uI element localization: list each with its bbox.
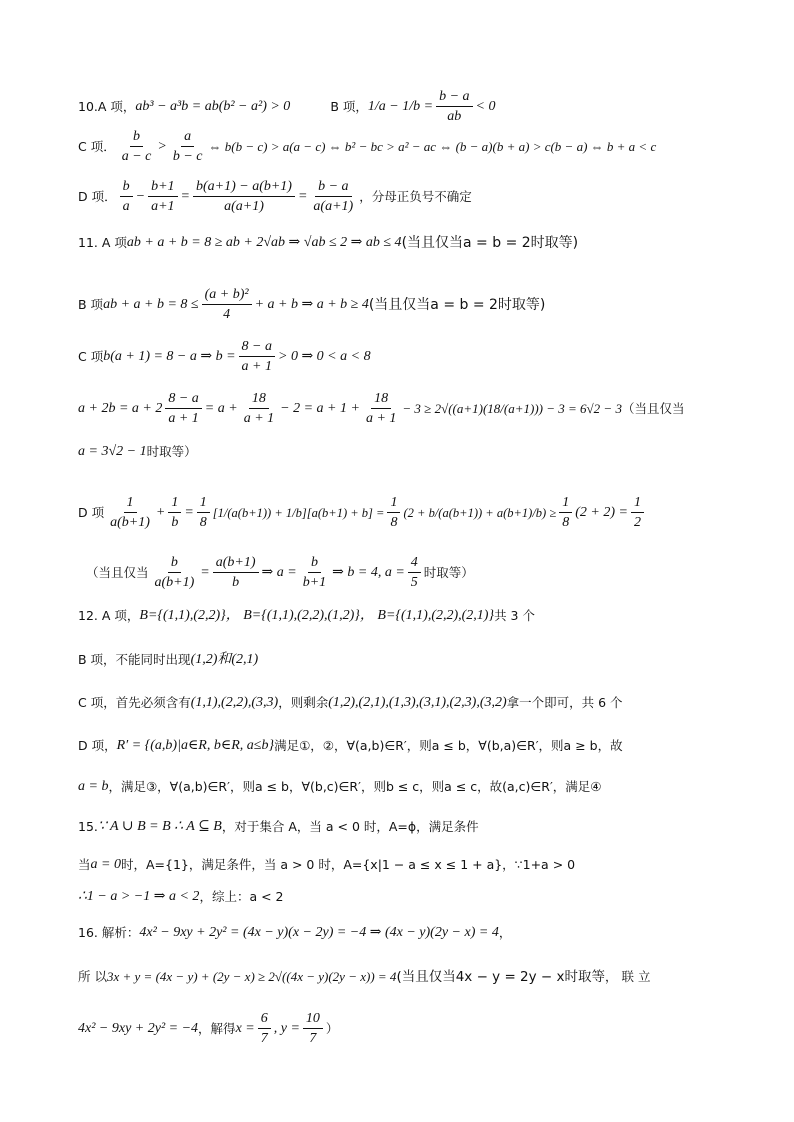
math: < 0 — [475, 98, 496, 114]
math: ∵ A ∪ B = B ∴ A ⊆ B — [97, 819, 222, 834]
text: ，满足③，∀(a,b)∈R′，则a ≤ b，∀(b,c)∈R′，则b ≤ c，则a ≤ c，故(a,c)∈R′，满足④ — [108, 779, 602, 794]
math: = — [184, 504, 194, 520]
math: ∴1 − a > −1 ⇒ a < 2 — [78, 889, 200, 904]
label: C 项，首先必须含有 — [78, 695, 191, 710]
fraction: $\frac{b}{a - c}$ — [121, 129, 152, 164]
line-15-2 — [78, 856, 754, 874]
text: ，解得 — [198, 1020, 236, 1036]
math: (1,1),(2,2),(3,3) — [190, 695, 279, 710]
math: 3x + y = (4x − y) + (2y − x) ≥ 2√((4x − y)(2y − x)) = 4 — [106, 969, 397, 984]
line-12a — [78, 607, 754, 625]
line-10a — [78, 88, 754, 125]
label: C 项 — [78, 348, 104, 364]
math: a = 0 — [90, 857, 121, 872]
text: ，则剩余 — [278, 695, 329, 710]
label: D 项， — [78, 738, 117, 753]
line-16 — [78, 924, 754, 942]
math: = — [180, 188, 190, 204]
math: ab + a + b = 8 ≤ — [103, 296, 199, 312]
line-16-3 — [78, 1010, 754, 1047]
fraction: $\frac{4}{5}$ — [408, 554, 421, 591]
math: a = 3√2 − 1 — [78, 444, 147, 459]
line-10c — [78, 128, 754, 165]
math: 4x² − 9xy + 2y² = −4 — [78, 1020, 199, 1036]
text: ，对于集合 A，当 a < 0 时，A=ϕ，满足条件 — [221, 819, 479, 834]
fraction: $\frac{1}{b}$ — [168, 494, 181, 531]
text: 时取等） — [146, 444, 197, 459]
math: − — [135, 188, 146, 204]
label: D 项 — [78, 504, 105, 520]
math: = a + — [204, 400, 238, 416]
line-12d — [78, 737, 754, 755]
label: （当且仅当 — [86, 564, 149, 580]
label: C 项． — [78, 138, 116, 154]
line-10d — [78, 178, 754, 215]
fraction: $\frac{18}{a + 1}$ — [243, 391, 275, 426]
math: ab³ − a³b = ab(b² − a²) > 0 — [135, 98, 291, 114]
fraction: $\frac{\text{(a + b)²}}{4}$ — [202, 286, 252, 323]
line-11c-2 — [78, 390, 754, 427]
math: (2 + b/(a(b+1)) + a(b+1)/b) ≥ — [403, 505, 557, 520]
fraction: $\frac{b}{a(b+1)}$ — [154, 555, 195, 590]
math: x = — [235, 1020, 255, 1036]
fraction: $\frac{6}{7}$ — [258, 1010, 271, 1047]
fraction: $\frac{8 - a}{a + 1}$ — [165, 390, 201, 427]
line-12c — [78, 694, 754, 712]
math: ⇒ b = 4, a = — [332, 564, 405, 580]
label: 当 — [78, 857, 91, 872]
math: + a + b ⇒ a + b ≥ 4 — [254, 296, 369, 312]
line-16-2 — [78, 968, 754, 986]
math: a = b — [78, 779, 109, 794]
line-11d-cond — [86, 554, 754, 591]
math: ⇔ b(b − c) > a(a − c) ⇔ b² − bc > a² − ac ⇔ (b − a)(b + a) > c(b − a) ⇔ b + a < c — [208, 138, 657, 154]
line-11a — [78, 234, 754, 252]
text: ，综上：a < 2 — [199, 889, 284, 904]
label: B 项，不能同时出现 — [78, 652, 191, 667]
label: 所 以 — [78, 969, 107, 984]
text: 时取等） — [423, 564, 474, 580]
line-11d — [78, 494, 754, 531]
math: > 0 ⇒ 0 < a < 8 — [278, 348, 371, 364]
fraction: $\frac{1}{8}$ — [197, 494, 210, 531]
fraction: $\frac{a}{b - c}$ — [172, 129, 203, 164]
math: (2 + 2) = — [575, 504, 628, 520]
math: − 2 = a + 1 + — [280, 400, 360, 416]
line-15 — [78, 818, 754, 836]
line-12b — [78, 651, 754, 669]
math: ⇒ a = — [261, 564, 297, 580]
label: B 项 — [78, 296, 104, 312]
math: 1/a − 1/b = — [367, 98, 434, 114]
math: > — [157, 138, 167, 154]
math: a + 2b = a + 2 — [78, 400, 163, 416]
fraction: $\frac{1}{8}$ — [559, 494, 572, 531]
fraction: $\frac{1}{8}$ — [387, 494, 400, 531]
line-11c — [78, 338, 754, 375]
line-12d-2 — [78, 778, 754, 796]
label: D 项． — [78, 188, 117, 204]
line-15-3 — [78, 888, 754, 906]
fraction: $\frac{a(b+1)}{b}$ — [213, 554, 259, 591]
condition: (当且仅当a = b = 2时取等) — [368, 296, 546, 313]
math: = — [297, 188, 308, 204]
label: 12. A 项， — [78, 608, 140, 623]
fraction: $\frac{18}{a + 1}$ — [365, 391, 397, 426]
math: b(a + 1) = 8 − a ⇒ b = — [103, 348, 236, 364]
label: 16. 解析： — [78, 925, 140, 940]
math: = — [200, 564, 210, 580]
math: R′ = {(a,b)|a∈R, b∈R, a≤b} — [116, 738, 275, 753]
math: (1,2)和(2,1) — [190, 652, 259, 667]
text: ， 联 立 — [605, 969, 651, 984]
text: 共 3 个 — [494, 608, 535, 623]
math: ab + a + b = 8 ≥ ab + 2√ab ⇒ √ab ≤ 2 ⇒ ab ≤ 4 — [126, 235, 402, 250]
fraction: $\frac{b+1}{a+1}$ — [148, 178, 177, 215]
label: B 项， — [330, 98, 368, 114]
math: (1,2),(2,1),(1,3),(3,1),(2,3),(3,2) — [328, 695, 507, 710]
math: − 3 ≥ 2√((a+1)(18/(a+1))) − 3 = 6√2 − 3 — [402, 400, 622, 416]
fraction: $\frac{1}{2}$ — [631, 494, 644, 531]
math: , y = — [273, 1020, 300, 1036]
text: ， — [498, 925, 512, 940]
text: ，分母正负号不确定 — [359, 188, 472, 204]
text: （当且仅当 — [621, 400, 685, 416]
fraction: $\frac{10}{7}$ — [303, 1010, 323, 1047]
fraction: $\frac{b}{a}$ — [120, 178, 133, 215]
fraction: $\frac{b - a}{a(a+1)}$ — [313, 179, 354, 214]
fraction: $\frac{b(a+1) - a(b+1)}{a(a+1)}$ — [193, 178, 295, 215]
fraction: $\frac{b}{b+1}$ — [302, 555, 327, 590]
math: + — [155, 504, 166, 520]
line-11b — [78, 286, 754, 323]
math: [1/(a(b+1)) + 1/b][a(b+1) + b] = — [212, 505, 385, 520]
fraction: $\frac{1}{a(b+1)}$ — [110, 495, 150, 530]
math: B={(1,1),(2,2)}， B={(1,1),(2,2),(1,2)}， B={(1,1),(2,2),(2,1)} — [139, 608, 495, 623]
text: 拿一个即可，共 6 个 — [506, 695, 623, 710]
condition: (当且仅当a = b = 2时取等) — [401, 235, 579, 251]
label: 11. A 项 — [78, 235, 127, 250]
text: ） — [325, 1020, 339, 1036]
text: 时，A={1}，满足条件，当 a > 0 时，A={x|1 − a ≤ x ≤ 1 + a}，∵1+a > 0 — [120, 857, 576, 872]
line-11c-3 — [78, 443, 754, 461]
fraction: $\frac{b - a}{ab}$ — [436, 88, 472, 125]
label: 15. — [78, 819, 98, 834]
condition: (当且仅当4x − y = 2y − x时取等 — [396, 969, 606, 985]
label: 10.A 项， — [78, 98, 136, 114]
fraction: $\frac{8 - a}{a + 1}$ — [239, 338, 275, 375]
text: 满足①，②，∀(a,b)∈R′，则a ≤ b，∀(b,a)∈R′，则a ≥ b，故 — [274, 738, 623, 753]
math: 4x² − 9xy + 2y² = (4x − y)(x − 2y) = −4 ⇒ (4x − y)(2y − x) = 4 — [139, 925, 499, 940]
